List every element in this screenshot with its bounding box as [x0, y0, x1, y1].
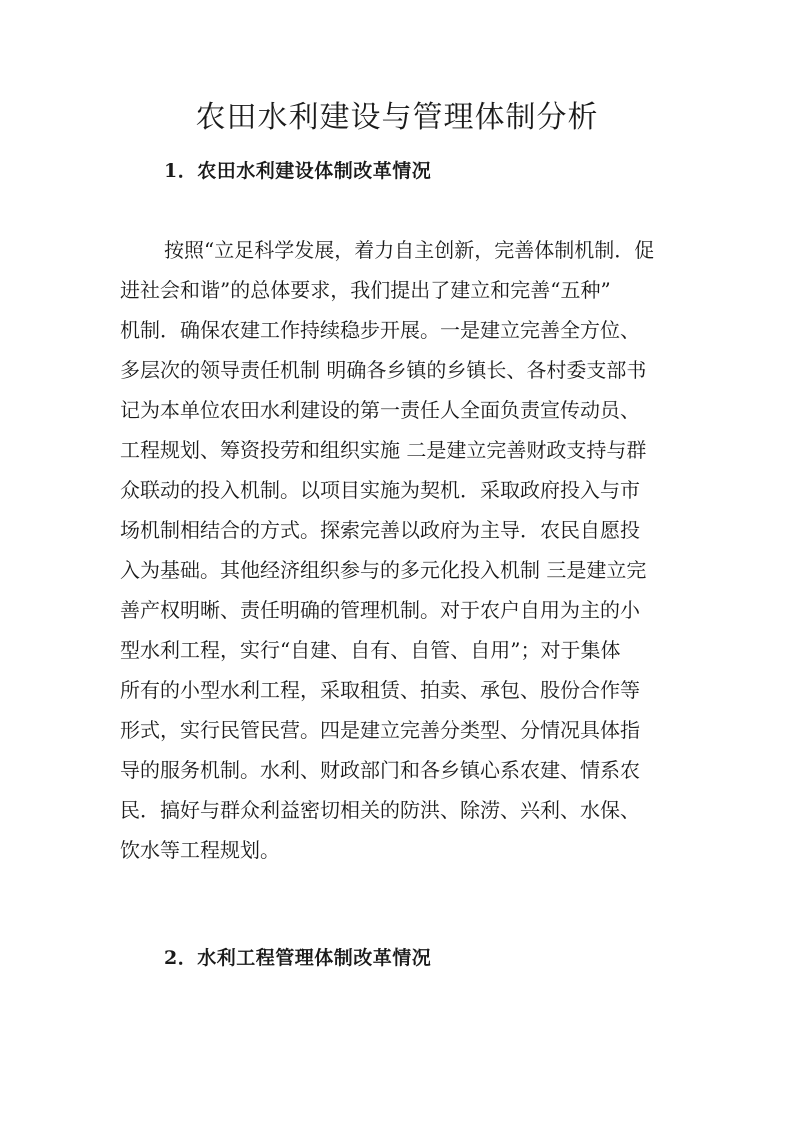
- paragraph-line: 多层次的领导责任机制 明确各乡镇的乡镇长、各村委支部书: [120, 358, 647, 382]
- paragraph-line: 型水利工程，实行“自建、自有、自管、自用”；对于集体: [120, 638, 621, 662]
- paragraph-line: 工程规划、筹资投劳和组织实施 二是建立完善财政支持与群: [120, 438, 647, 462]
- paragraph-line: 记为本单位农田水利建设的第一责任人全面负责宣传动员、: [120, 398, 640, 422]
- paragraph-line: 机制．确保农建工作持续稳步开展。一是建立完善全方位、: [120, 318, 640, 342]
- document-title: 农田水利建设与管理体制分析: [195, 100, 599, 135]
- paragraph-line: 众联动的投入机制。以项目实施为契机．采取政府投入与市: [120, 478, 640, 502]
- section-heading-2: 2．水利工程管理体制改革情况: [164, 947, 432, 969]
- paragraph-line: 民．搞好与群众利益密切相关的防洪、除涝、兴利、水保、: [120, 798, 640, 822]
- section-1-paragraph: [120, 230, 700, 870]
- paragraph-line: 所有的小型水利工程，采取租赁、拍卖、承包、股份合作等: [120, 678, 640, 702]
- paragraph-line: 善产权明晰、责任明确的管理机制。对于农户自用为主的小: [120, 598, 640, 622]
- paragraph-line: 进社会和谐”的总体要求，我们提出了建立和完善“五种”: [120, 278, 611, 302]
- paragraph-line: 入为基础。其他经济组织参与的多元化投入机制 三是建立完: [120, 558, 647, 582]
- paragraph-line: 按照“立足科学发展，着力自主创新，完善体制机制．促: [164, 238, 655, 262]
- section-heading-1: 1．农田水利建设体制改革情况: [164, 160, 432, 182]
- paragraph-line: 饮水等工程规划。: [120, 838, 280, 862]
- paragraph-line: 导的服务机制。水利、财政部门和各乡镇心系农建、情系农: [120, 758, 640, 782]
- paragraph-line: 场机制相结合的方式。探索完善以政府为主导．农民自愿投: [120, 518, 640, 542]
- paragraph-line: 形式，实行民管民营。四是建立完善分类型、分情况具体指: [120, 718, 640, 742]
